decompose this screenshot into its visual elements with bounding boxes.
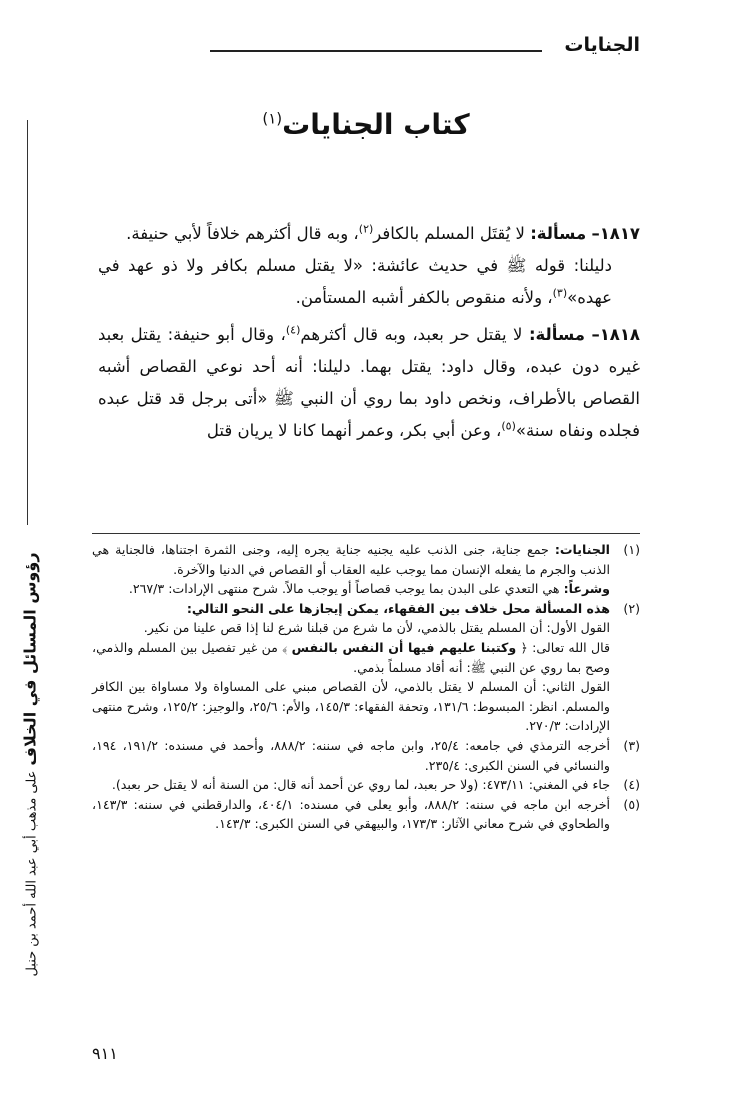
footnote-text: جمع جناية، جنى الذنب عليه يجنيه جناية يجره إليه، وجنى الثمرة اجتناها، فالجناية هي الذنب والجرم ما يفعله الإنسان مما يوجب عليه العقاب أو القصاص في الدنيا والآخرة. [92, 542, 610, 577]
footnote-4 [92, 775, 640, 795]
evidence-text: قوله ﷺ في حديث عائشة: «لا يقتل مسلم بكافر ولا ذو عهد في عهده» [98, 255, 612, 307]
footnote-lead: هذه المسألة محل خلاف بين الفقهاء، يمكن إيجازها على النحو التالي: [186, 600, 610, 616]
footnote-number: (٣) [623, 737, 640, 753]
evidence-text: ، ولأنه منقوص بالكفر أشبه المستأمن. [295, 287, 553, 307]
footnote-number: (١) [623, 542, 640, 557]
issue-text: ، وبه قال أكثرهم خلافاً لأبي حنيفة. [126, 224, 359, 243]
footnote-ref: (٢) [358, 222, 374, 236]
issue-text: ، وعن أبي بكر، وعمر أنهما كانا لا يريان قتل [206, 420, 502, 440]
issue-1818 [98, 319, 640, 446]
footnote-separator [92, 533, 640, 534]
footnote-ref: (٤) [285, 323, 301, 337]
footnote-quran-verse: وكتبنا عليهم فيها أن النفس بالنفس [291, 639, 517, 655]
footnote-text: القول الثاني: أن المسلم لا يقتل بالذمي، لأن القصاص مبني على المساواة ولا مساواة بين الكافر والمسلم. انظر: المبسوط: ١٣١/٦، وتحفة الفقهاء: ١٤٥/٣، والأم: ٢٥/٦، والوجيز: ١٢٥/٢، وشرح منتهى الإرادات: ٢٧٠/٣. [92, 679, 610, 734]
issue-number: ١٨١٧– [591, 224, 640, 243]
footnotes [92, 540, 640, 834]
footnote-number: (٤) [623, 777, 640, 793]
footnote-2 [92, 599, 640, 736]
issue-text: لا يُقتَل المسلم بالكافر [373, 224, 531, 243]
running-header [210, 36, 640, 58]
footnote-text: قال الله تعالى: ﴿ [516, 639, 610, 655]
footnote-ref: (٥) [501, 419, 516, 433]
header-rule [210, 50, 542, 52]
footnote-text: ﴾ من غير تفصيل بين المسلم والذمي، وصح بما روي عن النبي ﷺ: أنه أقاد مسلماً بذمي. [92, 639, 610, 675]
evidence-label: دليلنا: [573, 255, 612, 275]
footnote-ref: (٣) [552, 286, 568, 300]
footnote-text: أخرجه الترمذي في جامعه: ٢٥/٤، وابن ماجه في سننه: ٨٨٨/٢، وأحمد في مسنده: ١٩١/٢، ١٩٤، والنسائي في السنن الكبرى: ٢٣٥/٤. [92, 737, 610, 773]
footnote-5 [92, 795, 640, 834]
main-text [98, 218, 640, 447]
footnote-number: (٢) [623, 600, 640, 616]
issue-text: لا يقتل حر بعبد، وبه قال أكثرهم [300, 325, 529, 345]
issue-label: مسألة: [528, 325, 585, 345]
side-banner-sub: على مذهب أبي عبد الله أحمد بن حنبل [24, 770, 40, 977]
book-title [92, 108, 640, 141]
running-title: الجنايات [564, 34, 640, 56]
footnote-text: أخرجه ابن ماجه في سننه: ٨٨٨/٢، وأبو يعلى في مسنده: ٤٠٤/١، والدارقطني في سننه: ١٤٣/٣، والطحاوي في شرح معاني الآثار: ١٧٣/٣، والبيهقي في السنن الكبرى: ١٤٣/٣. [92, 796, 611, 832]
footnote-lead: الجنايات: [554, 542, 610, 557]
page-number: ٩١١ [92, 1044, 118, 1063]
issue-1817 [98, 218, 640, 250]
issue-1817-evidence [98, 250, 640, 314]
footnote-text: جاء في المغني: ٤٧٣/١١: (ولا حر بعبد، لما روي عن أحمد أنه قال: من السنة أنه لا يقتل حر بعبد). [111, 777, 610, 793]
issue-number: ١٨١٨– [591, 325, 641, 345]
footnote-lead: وشرعاً: [563, 581, 610, 597]
footnote-3 [92, 736, 640, 775]
book-title-text: كتاب الجنايات [282, 108, 470, 141]
footnote-text: هي التعدي على البدن بما يوجب قصاصاً أو يوجب مالاً. شرح منتهى الإرادات: ٢٦٧/٣. [128, 581, 564, 597]
issue-text: ، وقال أبو حنيفة: يقتل بعبد غيره دون عبده، وقال داود: يقتل بهما. دليلنا: أنه أحد نوعي القصاص أشبه القصاص بالأطراف، ونخص داود بما روي أن النبي ﷺ «أتى برجل قد قتل عبده فجلده ونفاه سنة» [98, 325, 640, 440]
issue-label: مسألة: [530, 224, 587, 243]
book-title-note: (١) [262, 109, 283, 128]
side-banner-main: رؤوس المسائل في الخلاف [20, 552, 40, 766]
side-banner [21, 525, 40, 1005]
side-banner-rule [27, 120, 28, 525]
footnote-1 [92, 540, 640, 599]
footnote-text: القول الأول: أن المسلم يقتل بالذمي، لأن ما شرع من قبلنا شرع لنا إذا قص علينا من نكير. [143, 620, 610, 636]
footnote-number: (٥) [623, 796, 640, 812]
